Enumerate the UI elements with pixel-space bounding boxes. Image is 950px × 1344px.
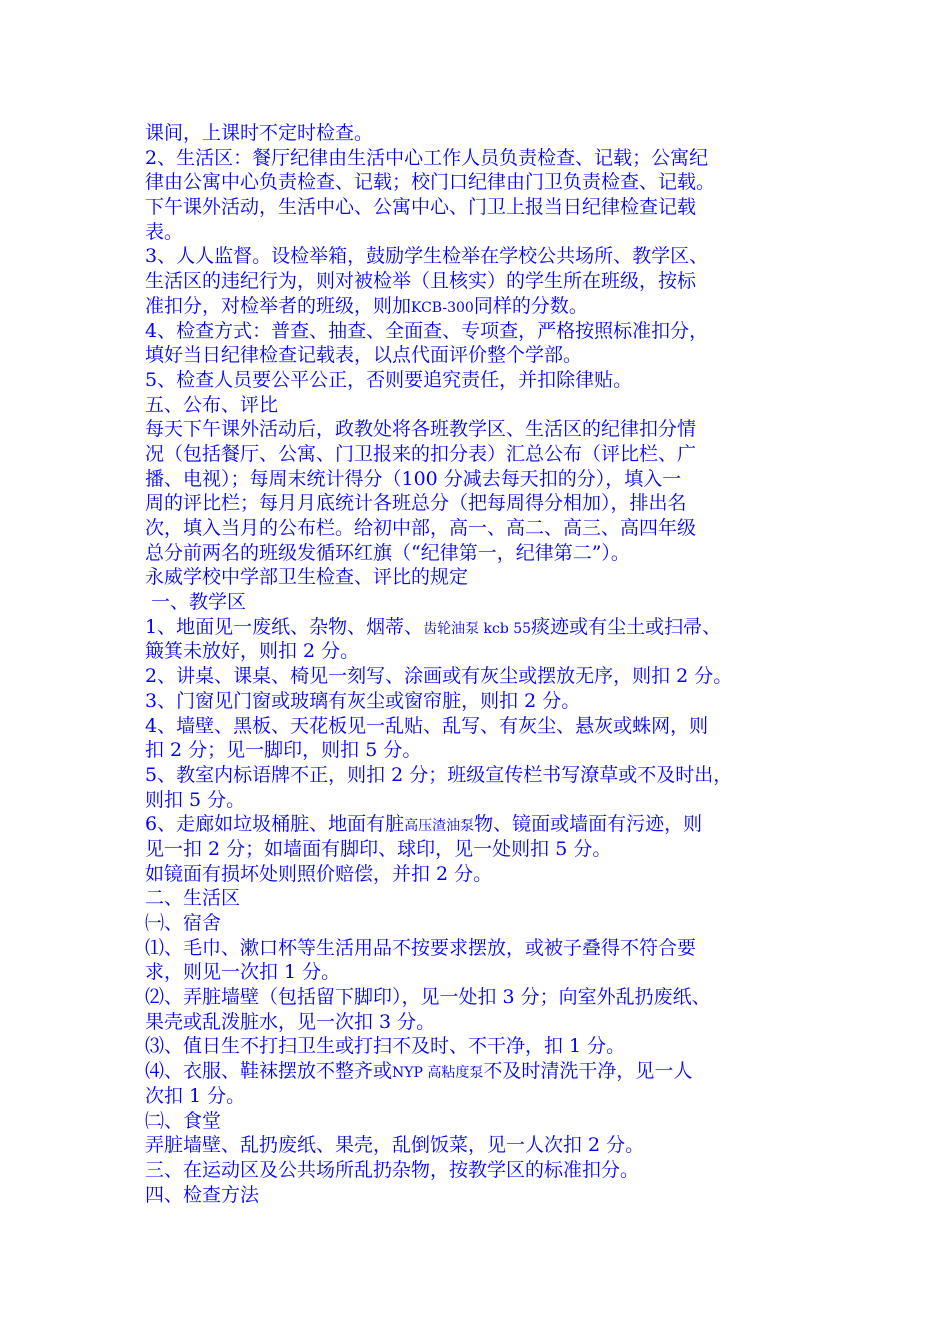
text-line: 生活区的违纪行为，则对被检举（且核实）的学生所在班级，按标 [145,270,697,293]
text-line: 况（包括餐厅、公寓、门卫报来的扣分表）汇总公布（评比栏、广 [145,442,697,465]
text-line: 每天下午课外活动后，政教处将各班教学区、生活区的纪律扣分情 [145,418,697,441]
text-line: 6、走廊如垃圾桶脏、地面有脏高压渣油泵物、镜面或墙面有污迹，则 [145,813,703,836]
subsection-heading: ㈡、食堂 [145,1109,222,1132]
inline-product-name: 齿轮油泵 kcb 55 [423,620,532,637]
text-line: 准扣分，对检举者的班级，则加KCB-300同样的分数。 [145,294,588,317]
subsection-heading: ㈠、宿舍 [145,912,222,934]
text-line: 课间，上课时不定时检查。 [145,122,374,144]
text-line: 总分前两名的班级发循环红旗（“纪律第一，纪律第二”）。 [145,541,630,564]
text-line: 1、地面见一废纸、杂物、烟蒂、齿轮油泵 kcb 55痰迹或有尘土或扫帚、 [145,615,722,638]
text-line: 5、教室内标语牌不正，则扣 2 分；班级宣传栏书写潦草或不及时出， [145,763,733,786]
text-line: 则扣 5 分。 [145,788,246,811]
text-line: 三、在运动区及公共场所乱扔杂物，按教学区的标准扣分。 [145,1158,640,1181]
text-line: 律由公寓中心负责检查、记载；校门口纪律由门卫负责检查、记载。 [145,171,716,194]
text-line: 5、检查人员要公平公正，否则要追究责任，并扣除律贴。 [145,368,633,391]
inline-product-name: KCB-300 [411,299,474,316]
section-heading: 五、公布、评比 [145,393,279,416]
text-line: 3、人人监督。设检举箱，鼓励学生检举在学校公共场所、教学区、 [145,245,709,268]
text-line: 如镜面有损坏处则照价赔偿，并扣 2 分。 [145,862,493,885]
text-line: ⑴、毛巾、漱口杯等生活用品不按要求摆放，或被子叠得不符合要 [145,936,697,959]
text-line: 弄脏墙壁、乱扔废纸、果壳，乱倒饭菜，见一人次扣 2 分。 [145,1134,645,1157]
text-line: 3、门窗见门窗或玻璃有灰尘或窗帘脏，则扣 2 分。 [145,689,581,712]
text-line: 见一扣 2 分；如墙面有脚印、球印，见一处则扣 5 分。 [145,837,612,860]
text-line: ⑵、弄脏墙壁（包括留下脚印），见一处扣 3 分；向室外乱扔废纸、 [145,986,711,1009]
document-heading: 永威学校中学部卫生检查、评比的规定 [145,566,469,589]
text-line: ⑷、衣服、鞋袜摆放不整齐或NYP 高粘度泵不及时清洗干净，见一人 [145,1060,693,1083]
text-line: 表。 [145,220,184,243]
text-line: 次，填入当月的公布栏。给初中部，高一、高二、高三、高四年级 [145,517,697,539]
document-page [145,121,825,1207]
text-line: 4、检查方式：普查、抽查、全面查、专项查，严格按照标准扣分， [145,319,709,342]
section-heading: 四、检查方法 [145,1183,260,1206]
text-line: 下午课外活动，生活中心、公寓中心、门卫上报当日纪律检查记载 [145,196,697,219]
text-line: ⑶、值日生不打扫卫生或打扫不及时、不干净，扣 1 分。 [145,1035,626,1058]
inline-product-name: NYP 高粘度泵 [392,1065,484,1082]
section-heading: 二、生活区 [145,887,241,910]
text-line: 扣 2 分；见一脚印，则扣 5 分。 [145,739,422,762]
text-line: 2、生活区：餐厅纪律由生活中心工作人员负责检查、记载；公寓纪 [145,146,709,169]
text-line: 次扣 1 分。 [145,1084,246,1107]
text-line: 周的评比栏；每月月底统计各班总分（把每周得分相加），排出名 [145,492,687,515]
text-line: 2、讲桌、课桌、椅见一刻写、涂画或有灰尘或摆放无序，则扣 2 分。 [145,665,733,688]
inline-product-name: 高压渣油泵 [404,818,475,835]
text-line: 播、电视）；每周末统计得分（100 分减去每天扣的分），填入一 [145,467,682,490]
text-line: 果壳或乱泼脏水，见一次扣 3 分。 [145,1010,436,1033]
text-line: 求，则见一次扣 1 分。 [145,961,341,984]
text-line: 簸箕未放好，则扣 2 分。 [145,640,360,663]
text-line: 4、墙壁、黑板、天花板见一乱贴、乱写、有灰尘、悬灰或蛛网，则 [145,714,709,737]
section-heading: 一、教学区 [151,591,247,614]
text-line: 填好当日纪律检查记载表，以点代面评价整个学部。 [145,344,583,367]
